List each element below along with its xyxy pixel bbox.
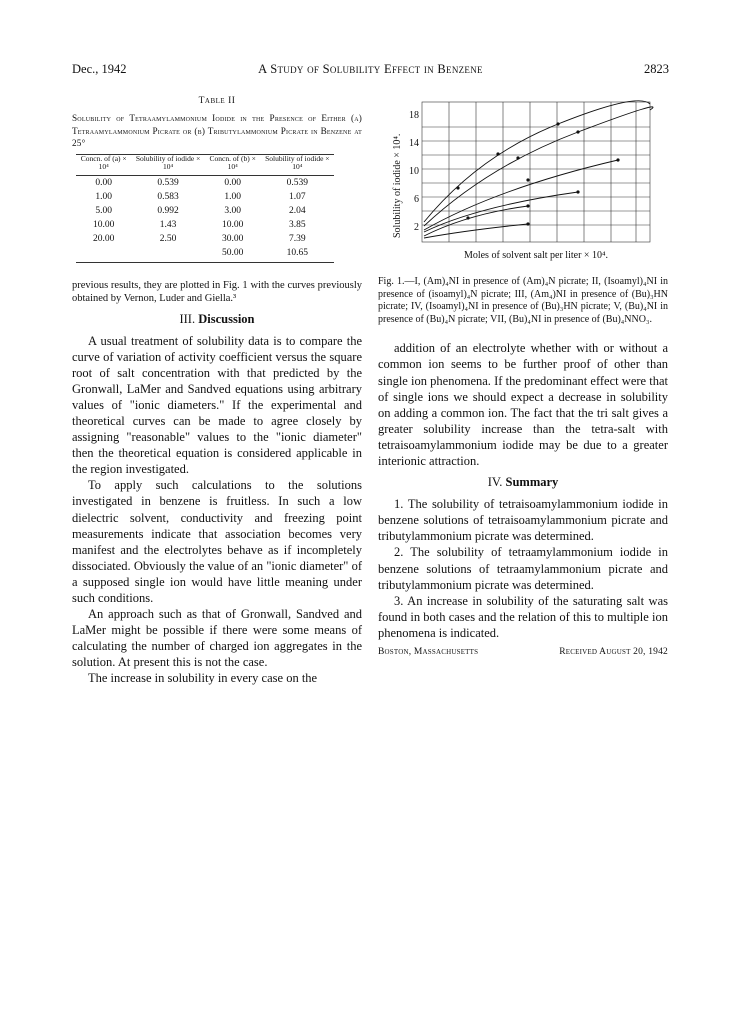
data-point (526, 204, 529, 207)
table-cell: 0.00 (95, 177, 113, 188)
table-cell: 50.00 (222, 247, 244, 258)
table-header-cell: Concn. of (b) × 10⁴ (205, 154, 261, 175)
section-number: III. (179, 311, 196, 326)
table-label: Table II (198, 96, 236, 106)
figure-caption: Fig. 1.—I, (Am)₄NI in presence of (Am)₄N picrate; II, (Isoamyl)₄NI in presence of (isoamyl)₄N picrate; III, (Am₄)NI in presence of (Bu)₃HN picrate; IV, (Isoamyl)₄NI in presence of (Bu)₃HN picrate; V, (Bu)₄NI in presence of (Bu)₄N picrate; VII, (Bu)₄NI in presence of (Bu)₄NNO₃. (378, 276, 668, 325)
grid (422, 102, 650, 242)
paragraph: A usual treatment of solubility data is to compare the curve of variation of activity coefficient versus the square root of salt concentration with that predicted by the Gronwall, LaMer and Sandved equations using arbitrary values of "ionic diameters." If the experimental and theoretical curves can be made to agree closely by assigning "reasonable" values to the "ionic diameter" then the theoretical equation is considered applicable in the region investigated. (72, 333, 362, 477)
table-row (76, 204, 334, 218)
data-point (526, 178, 529, 181)
curve-I (424, 101, 650, 222)
table-cell: 7.39 (289, 233, 306, 244)
y-tick-labels (409, 110, 419, 233)
dateline-location: Boston, Massachusetts (378, 646, 479, 657)
table-cell (131, 246, 204, 260)
data-point (516, 156, 519, 159)
data-point (576, 190, 579, 193)
summary-item: 1. The solubility of tetraisoamylammonium iodide in benzene solutions of tetraisoamylammonium picrate and tributylammonium picrate was determined. (378, 497, 668, 544)
table-cell: 3.85 (289, 219, 306, 230)
summary-item: 2. The solubility of tetraamylammonium iodide in benzene solutions of tetraamylammonium picrate and tributylammonium picrate was determined. (378, 545, 668, 592)
right-column (378, 96, 668, 657)
data-point (456, 186, 459, 189)
y-axis-label: Solubility of iodide × 10⁴. (392, 133, 403, 238)
section-title: Summary (505, 475, 559, 490)
data-point (526, 222, 529, 225)
table-cell (76, 246, 131, 260)
table-header-row (76, 154, 334, 175)
table-cell: 0.992 (157, 205, 179, 216)
curve-III (424, 160, 618, 230)
curves (424, 101, 653, 238)
table-cell: 1.00 (224, 191, 242, 202)
table-cell: 5.00 (95, 205, 113, 216)
y-tick-label: 10 (409, 166, 419, 177)
table-row (76, 190, 334, 204)
table-cell: 2.04 (289, 205, 306, 216)
table-header-cell: Concn. of (a) × 10⁴ (76, 154, 131, 175)
table-cell: 1.00 (95, 191, 113, 202)
running-header (72, 62, 669, 78)
table-cell: 1.43 (159, 219, 177, 230)
solubility-chart (378, 96, 668, 274)
header-title: A Study of Solubility Effect in Benzene (258, 62, 483, 76)
section-title: Discussion (198, 311, 255, 326)
table-row (76, 246, 334, 260)
paragraph: addition of an electrolyte whether with or without a common ion seems to be further proof of other than single ion phenomena. If the predominant effect were that of single ions we should expect a decrease in solubility on adding a common ion. The fact that the tri salt gives a greater solubility increase than the tetra-salt with tetraisoamylammonium iodide may be due to a greater interionic attraction. (378, 341, 668, 469)
data-point (466, 216, 469, 219)
left-column (72, 96, 362, 687)
header-date: Dec., 1942 (72, 62, 127, 76)
table-cell: 0.539 (286, 177, 308, 188)
table-cell: 0.539 (157, 177, 179, 188)
data-table (76, 154, 334, 260)
data-point (556, 122, 559, 125)
header-page-number: 2823 (644, 62, 669, 76)
data-point (576, 130, 579, 133)
table-cell: 0.583 (157, 191, 179, 202)
table-row (76, 175, 334, 190)
data-points (456, 122, 619, 225)
paragraph: To apply such calculations to the solutions investigated in benzene is fruitless. In such a low dielectric solvent, conductivity and freezing point measurements indicate that association becomes very manifest and the electrolytes behave as if incompletely dissociated. Obviously the value of an "ionic diameter" of a supposed single ion would have little meaning under such conditions. (72, 478, 362, 605)
y-tick-label: 18 (409, 110, 419, 121)
table-header-cell: Solubility of iodide × 10⁴ (131, 154, 204, 175)
paragraph: The increase in solubility in every case on the (88, 671, 318, 686)
table-cell: 10.00 (222, 219, 244, 230)
data-point (496, 152, 499, 155)
table-cell: 2.50 (159, 233, 177, 244)
table-cell: 1.07 (289, 191, 306, 202)
curve-II (424, 107, 653, 226)
x-axis-label: Moles of solvent salt per liter × 10⁴. (463, 250, 609, 261)
dateline-received: Received August 20, 1942 (559, 646, 668, 657)
data-point (616, 158, 619, 161)
figure-1 (378, 96, 668, 274)
table-header-cell: Solubility of iodide × 10⁴ (261, 154, 334, 175)
paragraph: An approach such as that of Gronwall, Sandved and LaMer might be possible if there were some means of calculating the number of charged ion aggregates in the solution. At present this is not the case. (72, 607, 362, 670)
dateline (378, 647, 668, 657)
table-cell: 30.00 (222, 233, 244, 244)
table-cell: 10.00 (93, 219, 115, 230)
table-row (76, 232, 334, 246)
table-caption: Solubility of Tetraamylammonium Iodide in the Presence of Either (a) Tetraamylammonium Picrate or (b) Tributylammonium Picrate in Benzene at 25° (72, 113, 362, 148)
paragraph: previous results, they are plotted in Fig. 1 with the curves previously obtained by Vernon, Luder and Giella.³ (72, 279, 362, 304)
table-bottom-rule (76, 262, 334, 263)
table-cell: 0.00 (224, 177, 242, 188)
table-cell: 3.00 (224, 205, 242, 216)
y-tick-label: 2 (414, 222, 419, 233)
table-cell: 10.65 (286, 247, 308, 258)
summary-item: 3. An increase in solubility of the saturating salt was found in both cases and the relation of this to multiple ion phenomena is indicated. (378, 593, 668, 640)
section-number: IV. (487, 475, 503, 490)
y-tick-label: 14 (409, 138, 419, 149)
y-tick-label: 6 (414, 194, 419, 205)
table-cell: 20.00 (93, 233, 115, 244)
plot-frame (422, 102, 650, 242)
section-heading-discussion (72, 312, 362, 327)
table-row (76, 218, 334, 232)
section-heading-summary (378, 475, 668, 490)
